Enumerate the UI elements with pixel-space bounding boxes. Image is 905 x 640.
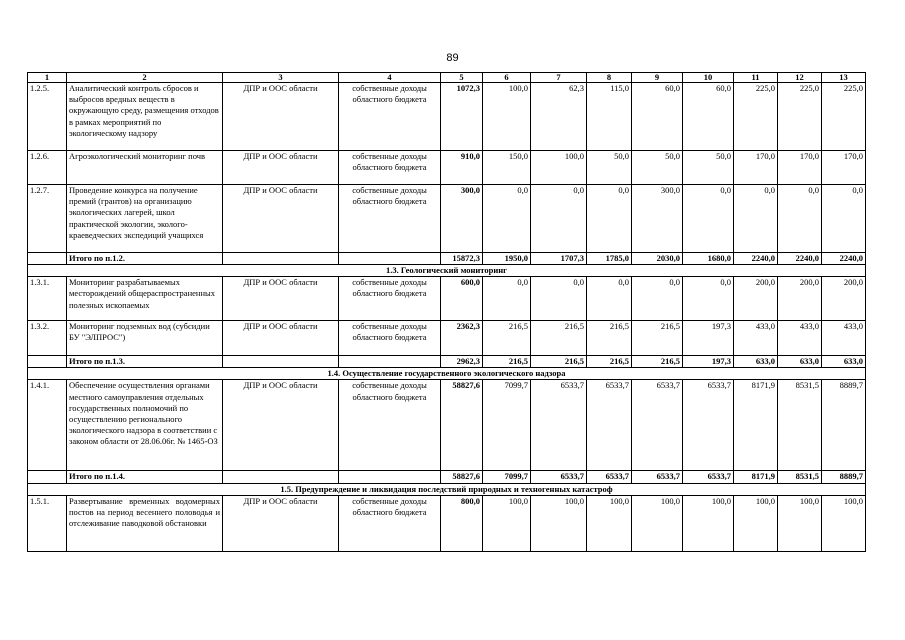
section-title: 1.5. Предупреждение и ликвидация последствий природных и техногенных катастроф (28, 483, 866, 495)
column-number: 3 (223, 73, 339, 83)
value-cell: 150,0 (483, 151, 531, 185)
value-cell: 8889,7 (822, 380, 866, 471)
value-cell: 300,0 (632, 185, 683, 253)
value-cell: 216,5 (587, 321, 632, 356)
value-cell: 1680,0 (683, 253, 734, 265)
column-number: 6 (483, 73, 531, 83)
value-cell: 50,0 (683, 151, 734, 185)
column-number: 11 (734, 73, 778, 83)
table-body (28, 83, 866, 552)
value-cell: 58827,6 (441, 471, 483, 483)
value-cell: 0,0 (683, 277, 734, 321)
value-cell: 6533,7 (587, 471, 632, 483)
value-cell: 216,5 (587, 356, 632, 368)
value-cell: 8171,9 (734, 471, 778, 483)
value-cell: 0,0 (483, 277, 531, 321)
budget-table (27, 72, 866, 552)
source-cell (339, 253, 441, 265)
column-number: 4 (339, 73, 441, 83)
item-description: Проведение конкурса на получение премий (грантов) на организацию экологических лагерей, школ практической экологии, эколого-краеведческих экспедиций учащихся (67, 185, 223, 253)
value-cell: 100,0 (587, 495, 632, 551)
column-number: 10 (683, 73, 734, 83)
code-cell (28, 471, 67, 483)
table-row (28, 151, 866, 185)
executor-cell (223, 471, 339, 483)
value-cell: 6533,7 (632, 380, 683, 471)
value-cell: 633,0 (822, 356, 866, 368)
item-code: 1.3.1. (28, 277, 67, 321)
value-cell: 0,0 (587, 277, 632, 321)
value-cell: 216,5 (531, 321, 587, 356)
value-cell: 100,0 (683, 495, 734, 551)
value-cell: 1785,0 (587, 253, 632, 265)
column-number-row (28, 73, 866, 83)
executor-cell (223, 253, 339, 265)
value-cell: 0,0 (531, 277, 587, 321)
table-row (28, 380, 866, 471)
value-cell: 60,0 (632, 83, 683, 151)
funding-source-cell: собственные доходы областного бюджета (339, 185, 441, 253)
value-cell: 170,0 (734, 151, 778, 185)
value-cell: 0,0 (683, 185, 734, 253)
executor-cell: ДПР и ООС области (223, 185, 339, 253)
total-value-cell: 58827,6 (441, 380, 483, 471)
value-cell: 197,3 (683, 321, 734, 356)
source-cell (339, 471, 441, 483)
column-number: 8 (587, 73, 632, 83)
value-cell: 216,5 (483, 321, 531, 356)
value-cell: 225,0 (734, 83, 778, 151)
value-cell: 15872,3 (441, 253, 483, 265)
value-cell: 6533,7 (632, 471, 683, 483)
value-cell: 100,0 (632, 495, 683, 551)
value-cell: 62,3 (531, 83, 587, 151)
table-row (28, 277, 866, 321)
value-cell: 216,5 (632, 321, 683, 356)
total-row (28, 356, 866, 368)
value-cell: 433,0 (734, 321, 778, 356)
item-description: Мониторинг подземных вод (субсидии БУ "ЭЛПРОС") (67, 321, 223, 356)
item-code: 1.4.1. (28, 380, 67, 471)
value-cell: 50,0 (587, 151, 632, 185)
value-cell: 170,0 (778, 151, 822, 185)
value-cell: 197,3 (683, 356, 734, 368)
value-cell: 6533,7 (531, 380, 587, 471)
funding-source-cell: собственные доходы областного бюджета (339, 321, 441, 356)
value-cell: 0,0 (531, 185, 587, 253)
column-number: 1 (28, 73, 67, 83)
table-row (28, 83, 866, 151)
column-number: 13 (822, 73, 866, 83)
value-cell: 633,0 (734, 356, 778, 368)
value-cell: 433,0 (778, 321, 822, 356)
value-cell: 8531,5 (778, 380, 822, 471)
executor-cell: ДПР и ООС области (223, 277, 339, 321)
page-number: 89 (446, 52, 459, 64)
executor-cell: ДПР и ООС области (223, 151, 339, 185)
total-label: Итого по п.1.3. (67, 356, 223, 368)
total-value-cell: 910,0 (441, 151, 483, 185)
value-cell: 100,0 (531, 495, 587, 551)
total-label: Итого по п.1.2. (67, 253, 223, 265)
item-code: 1.2.5. (28, 83, 67, 151)
source-cell (339, 356, 441, 368)
value-cell: 6533,7 (531, 471, 587, 483)
section-title: 1.4. Осуществление государственного экологического надзора (28, 368, 866, 380)
section-row (28, 368, 866, 380)
executor-cell: ДПР и ООС области (223, 321, 339, 356)
value-cell: 100,0 (734, 495, 778, 551)
total-value-cell: 300,0 (441, 185, 483, 253)
value-cell: 170,0 (822, 151, 866, 185)
section-row (28, 483, 866, 495)
total-row (28, 471, 866, 483)
value-cell: 100,0 (483, 495, 531, 551)
table-row (28, 185, 866, 253)
column-number: 2 (67, 73, 223, 83)
item-description: Развертывание временных водомерных постов на период весеннего половодья и отслеживание паводковой обстановки (67, 495, 223, 551)
value-cell: 50,0 (632, 151, 683, 185)
item-description: Обеспечение осуществления органами местного самоуправления отдельных государственных полномочий по осуществлению регионального экологического надзора в соответствии с законом области от 28.06.06г. № 1465-ОЗ (67, 380, 223, 471)
funding-source-cell: собственные доходы областного бюджета (339, 277, 441, 321)
value-cell: 2240,0 (734, 253, 778, 265)
executor-cell: ДПР и ООС области (223, 380, 339, 471)
value-cell: 2030,0 (632, 253, 683, 265)
value-cell: 7099,7 (483, 380, 531, 471)
value-cell: 2240,0 (778, 253, 822, 265)
funding-source-cell: собственные доходы областного бюджета (339, 495, 441, 551)
item-code: 1.5.1. (28, 495, 67, 551)
value-cell: 100,0 (778, 495, 822, 551)
code-cell (28, 253, 67, 265)
total-value-cell: 600,0 (441, 277, 483, 321)
total-value-cell: 2362,3 (441, 321, 483, 356)
value-cell: 216,5 (483, 356, 531, 368)
value-cell: 0,0 (587, 185, 632, 253)
value-cell: 6533,7 (587, 380, 632, 471)
total-row (28, 253, 866, 265)
value-cell: 216,5 (531, 356, 587, 368)
item-code: 1.3.2. (28, 321, 67, 356)
value-cell: 225,0 (822, 83, 866, 151)
table-row (28, 321, 866, 356)
executor-cell (223, 356, 339, 368)
column-number: 5 (441, 73, 483, 83)
value-cell: 8171,9 (734, 380, 778, 471)
column-number: 7 (531, 73, 587, 83)
section-title: 1.3. Геологический мониторинг (28, 265, 866, 277)
value-cell: 633,0 (778, 356, 822, 368)
value-cell: 6533,7 (683, 471, 734, 483)
executor-cell: ДПР и ООС области (223, 83, 339, 151)
item-code: 1.2.7. (28, 185, 67, 253)
item-description: Аналитический контроль сбросов и выбросов вредных веществ в окружающую среду, размещения отходов в рамках мероприятий по экологическому надзору (67, 83, 223, 151)
value-cell: 2962,3 (441, 356, 483, 368)
column-number: 12 (778, 73, 822, 83)
value-cell: 100,0 (822, 495, 866, 551)
value-cell: 200,0 (778, 277, 822, 321)
value-cell: 433,0 (822, 321, 866, 356)
value-cell: 1950,0 (483, 253, 531, 265)
value-cell: 225,0 (778, 83, 822, 151)
total-value-cell: 1072,3 (441, 83, 483, 151)
value-cell: 0,0 (483, 185, 531, 253)
value-cell: 100,0 (483, 83, 531, 151)
value-cell: 8531,5 (778, 471, 822, 483)
column-number: 9 (632, 73, 683, 83)
item-description: Агроэкологический мониторинг почв (67, 151, 223, 185)
table-row (28, 495, 866, 551)
funding-source-cell: собственные доходы областного бюджета (339, 380, 441, 471)
value-cell: 6533,7 (683, 380, 734, 471)
value-cell: 8889,7 (822, 471, 866, 483)
funding-source-cell: собственные доходы областного бюджета (339, 151, 441, 185)
funding-source-cell: собственные доходы областного бюджета (339, 83, 441, 151)
item-code: 1.2.6. (28, 151, 67, 185)
value-cell: 216,5 (632, 356, 683, 368)
item-description: Мониторинг разрабатываемых месторождений общераспространенных полезных ископаемых (67, 277, 223, 321)
total-value-cell: 800,0 (441, 495, 483, 551)
value-cell: 100,0 (531, 151, 587, 185)
value-cell: 115,0 (587, 83, 632, 151)
value-cell: 0,0 (632, 277, 683, 321)
value-cell: 0,0 (734, 185, 778, 253)
value-cell: 200,0 (734, 277, 778, 321)
value-cell: 2240,0 (822, 253, 866, 265)
section-row (28, 265, 866, 277)
value-cell: 60,0 (683, 83, 734, 151)
code-cell (28, 356, 67, 368)
value-cell: 200,0 (822, 277, 866, 321)
value-cell: 0,0 (822, 185, 866, 253)
total-label: Итого по п.1.4. (67, 471, 223, 483)
value-cell: 1707,3 (531, 253, 587, 265)
value-cell: 7099,7 (483, 471, 531, 483)
value-cell: 0,0 (778, 185, 822, 253)
executor-cell: ДПР и ООС области (223, 495, 339, 551)
